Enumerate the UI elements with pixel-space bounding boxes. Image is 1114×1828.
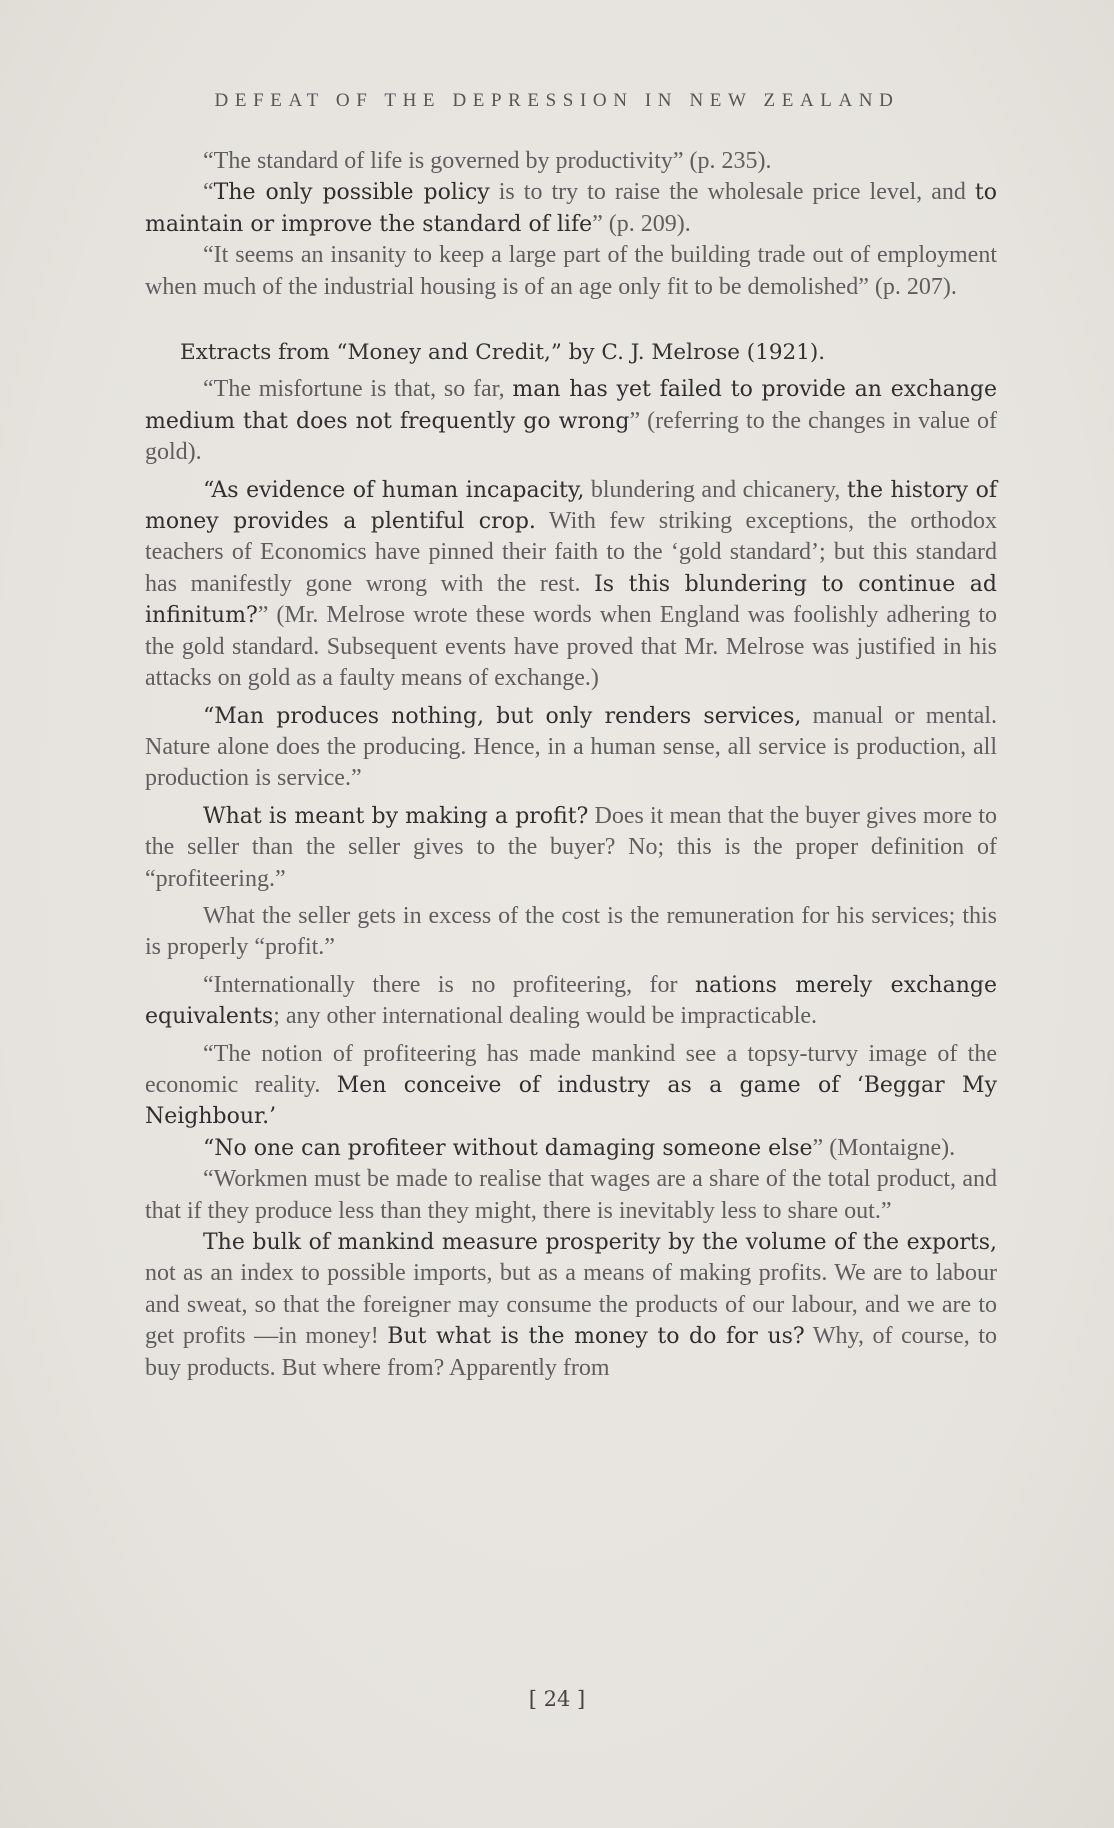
quote-standard-of-life: “The standard of life is governed by productivity” (p. 235).: [203, 148, 772, 174]
quote-misfortune: “The misfortune is that, so far, man has yet failed to provide an exchange medium that does not frequently go wrong” (referring to the changes in value of gold).: [145, 376, 997, 466]
quote-montaigne: “No one can profiteer without damaging someone else” (Montaigne).: [203, 1134, 956, 1161]
page-number: [ 24 ]: [528, 1687, 586, 1711]
quote-topsy-turvy: “The notion of profiteering has made mankind see a topsy-turvy image of the economic reality. Men conceive of industry as a game of ‘Beggar My Neighbour.’: [145, 1040, 997, 1130]
paragraph-remuneration: What the seller gets in excess of the cost is the remuneration for his services; this is properly “profit.”: [145, 902, 997, 961]
page-body: [145, 146, 997, 1384]
paragraph-making-a-profit: What is meant by making a profit? Does it mean that the buyer gives more to the seller than the seller gives to the buyer? No; this is the proper definition of “profiteering.”: [145, 802, 997, 892]
running-head: DEFEAT OF THE DEPRESSION IN NEW ZEALAND: [214, 90, 900, 111]
paragraph-bulk-of-mankind: The bulk of mankind measure prosperity by the volume of the exports, not as an index to possible imports, but as a means of making profits. We are to labour and sweat, so that the foreigner may consume the products of our labour, and we are to get profits —in money! But what is the money to do for us? Why, of course, to buy products. But where from? Apparently from: [145, 1230, 997, 1381]
quote-man-produces-nothing: “Man produces nothing, but only renders services, manual or mental. Nature alone does the producing. Hence, in a human sense, all service is production, all production is service.”: [145, 702, 997, 792]
quote-only-possible-policy: “The only possible policy is to try to raise the wholesale price level, and to maintain or improve the standard of life” (p. 209).: [145, 179, 997, 237]
quote-workmen: “Workmen must be made to realise that wages are a share of the total product, and that if they produce less than they might, there is inevitably less to share out.”: [145, 1166, 997, 1224]
quote-building-trade: “It seems an insanity to keep a large part of the building trade out of employment when much of the industrial housing is of an age only fit to be demolished” (p. 207).: [145, 242, 997, 300]
section-heading: Extracts from “Money and Credit,” by C. J. Melrose (1921).: [180, 340, 826, 366]
quote-human-incapacity: “As evidence of human incapacity, blundering and chicanery, the history of money provides a plentiful crop. With few striking exceptions, the orthodox teachers of Economics have pinned their faith to the ‘gold standard’; but this standard has manifestly gone wrong with the rest. Is this blundering to continue ad infinitum?” (Mr. Melrose wrote these words when England was foolishly adhering to the gold standard. Subsequent events have proved that Mr. Melrose was justified in his attacks on gold as a faulty means of exchange.): [145, 476, 997, 692]
quote-internationally: “Internationally there is no profiteering, for nations merely exchange equivalents; any other international dealing would be impracticable.: [145, 971, 997, 1030]
